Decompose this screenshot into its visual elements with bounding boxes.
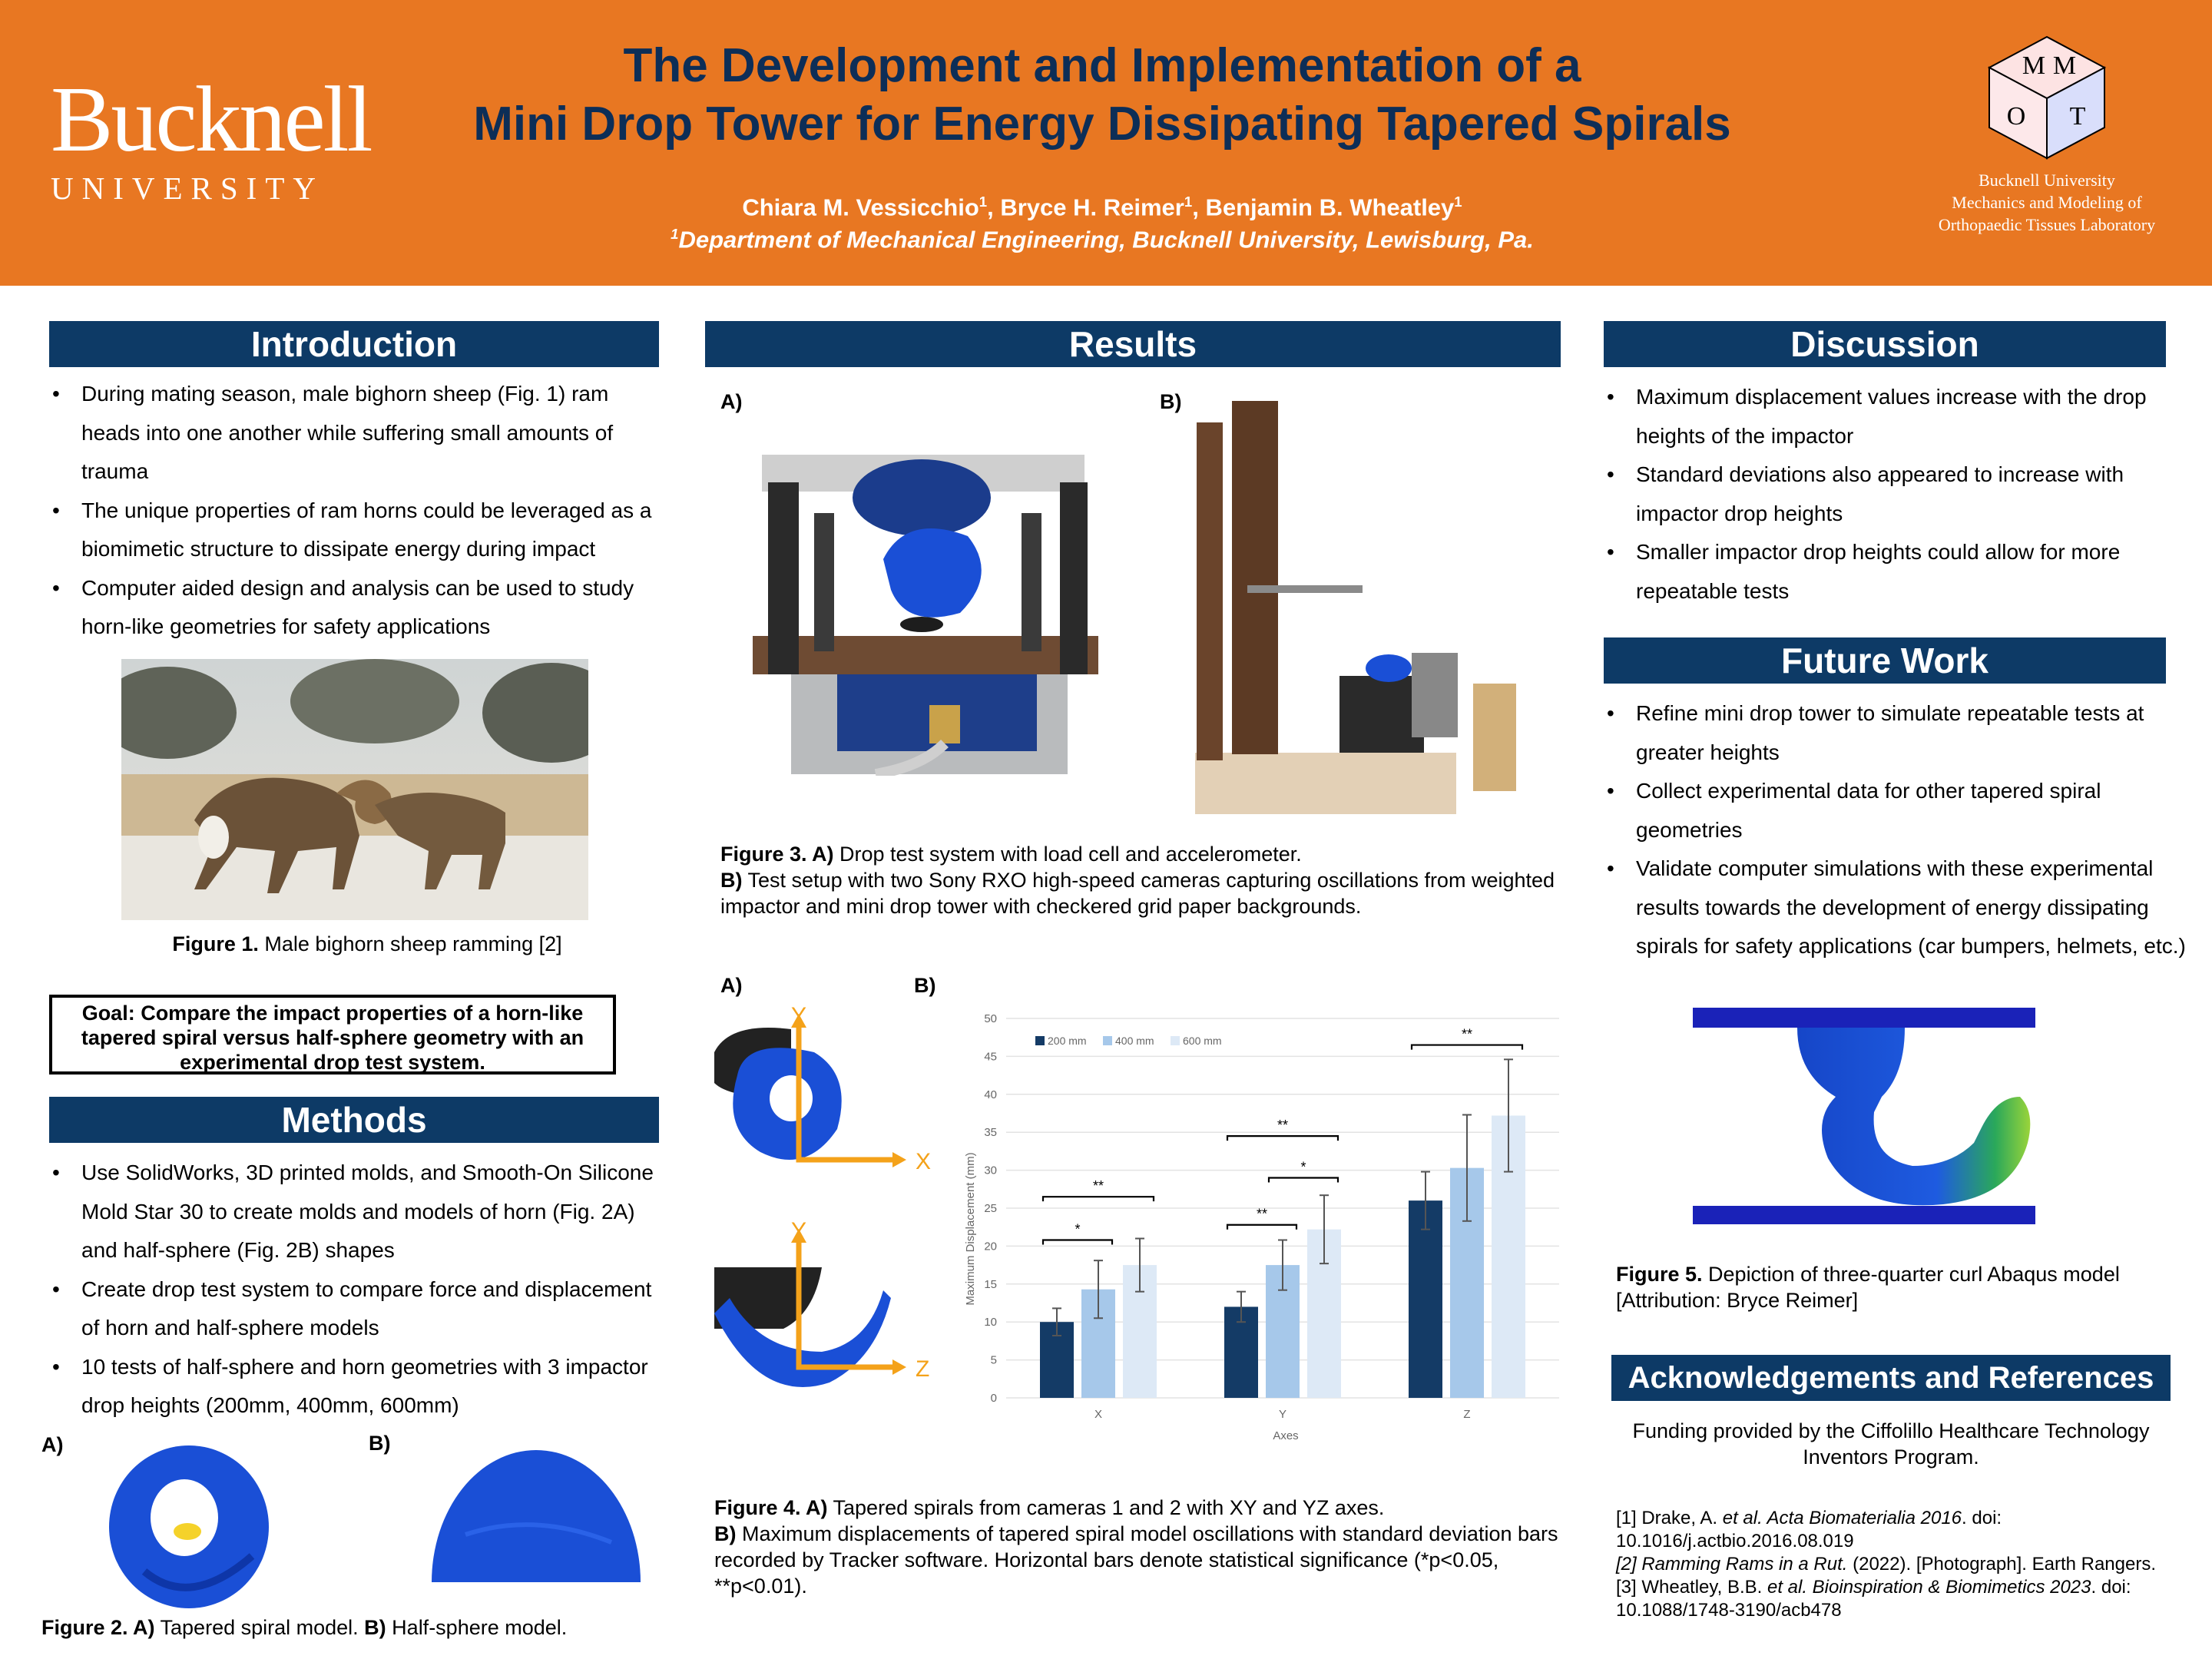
logo-letter-4: T <box>2069 102 2086 131</box>
y-tick-label: 0 <box>990 1392 997 1405</box>
significance-label: ** <box>1277 1118 1289 1134</box>
list-item: • Refine mini drop tower to simulate repeatable tests at greater heights <box>1604 694 2210 772</box>
list-item: • Computer aided design and analysis can be used to study horn-like geometries for safety applications <box>49 569 664 647</box>
acknowledgements-heading: Acknowledgements and References <box>1611 1355 2171 1401</box>
y-tick-label: 50 <box>984 1012 997 1025</box>
x-tick-label: X <box>1094 1408 1103 1421</box>
axis-y2-label: Y <box>790 1218 807 1243</box>
figure-3-caption: Figure 3. A) Drop test system with load cell and accelerometer. B) Test setup with two Sony RXO high-speed cameras capturing oscillations from weighted impactor and mini drop tower with checkered grid paper backgrounds. <box>720 843 1555 918</box>
methods-heading: Methods <box>49 1097 659 1143</box>
legend-label: 400 mm <box>1115 1035 1154 1047</box>
list-item: • Standard deviations also appeared to increase with impactor drop heights <box>1604 455 2195 533</box>
list-item: • Create drop test system to compare force and displacement of horn and half-sphere models <box>49 1270 664 1348</box>
logo-sub: UNIVERSITY <box>51 171 324 206</box>
significance-label: ** <box>1256 1206 1268 1222</box>
list-item: • Maximum displacement values increase with the drop heights of the impactor <box>1604 378 2195 455</box>
y-tick-label: 40 <box>984 1088 997 1101</box>
bighorn-sheep-photo <box>121 659 588 920</box>
legend-label: 600 mm <box>1183 1035 1222 1047</box>
figure-3b-label: B) <box>1160 390 1182 413</box>
figure-4b-label: B) <box>914 974 936 997</box>
list-item: • Use SolidWorks, 3D printed molds, and Smooth-On Silicone Mold Star 30 to create molds and models of horn (Fig. 2A) and half-sphere (Fig. 2B) shapes <box>49 1154 664 1270</box>
methods-bullets <box>49 1154 664 1426</box>
authors: Chiara M. Vessicchio$^1$, Bryce H. Reimer$^1$, Benjamin B. Wheatley$^1$ <box>742 194 1462 221</box>
references <box>1616 1507 2200 1622</box>
tapered-spiral-camera-views <box>714 1006 937 1413</box>
figure-5-caption: Figure 5. Depiction of three-quarter curl Abaqus model [Attribution: Bryce Reimer] <box>1616 1263 2120 1312</box>
y-tick-label: 15 <box>984 1277 997 1291</box>
reference-3: [3] Wheatley, B.B. et al. Bioinspiration & Biomimetics 2023. doi: 10.1088/1748-3190/acb478 <box>1616 1577 2131 1621</box>
title-line-2: Mini Drop Tower for Energy Dissipating Tapered Spirals <box>473 98 1731 151</box>
x-tick-label: Z <box>1463 1408 1471 1421</box>
half-sphere-model-image <box>427 1442 645 1587</box>
displacement-bar-chart <box>945 998 1567 1452</box>
logo-letter-2: M <box>2052 51 2077 80</box>
list-item: • Validate computer simulations with these experimental results towards the development of energy dissipating spirals for safety applications (car bumpers, helmets, etc.) <box>1604 849 2210 966</box>
figure-2-caption: Figure 2. A) Tapered spiral model. B) Half-sphere model. <box>41 1616 568 1639</box>
significance-bar <box>1227 1225 1296 1230</box>
legend-swatch <box>1035 1036 1045 1045</box>
author-1: Chiara M. Vessicchio <box>742 194 979 221</box>
logo-letter-3: O <box>2006 102 2026 131</box>
significance-bar <box>1227 1136 1338 1141</box>
significance-bar <box>1269 1177 1338 1182</box>
title-line-1: The Development and Implementation of a <box>623 39 1581 92</box>
tapered-spiral-model-image <box>98 1433 276 1614</box>
figure-4-caption: Figure 4. A) Tapered spirals from cameras 1 and 2 with XY and YZ axes. B) Maximum displacements of tapered spiral model oscillations with standard deviation bars recorded by Tracker software. Horizontal bars denote statistical significance (*p<0.05, **p<0.01). <box>714 1496 1558 1598</box>
abaqus-model-figure <box>1690 1005 2038 1227</box>
significance-label: * <box>1300 1159 1306 1175</box>
lab-name: Bucknell University Mechanics and Modeling of Orthopaedic Tissues Laboratory <box>1938 171 2156 234</box>
reference-2: [2] Ramming Rams in a Rut. (2022). [Photograph]. Earth Rangers. <box>1616 1554 2157 1575</box>
axis-z-label: Z <box>916 1356 930 1382</box>
chart-legend <box>1035 1035 1222 1047</box>
figure-2b-label: B) <box>369 1432 391 1455</box>
future-work-heading: Future Work <box>1604 637 2166 684</box>
figure-2a-label: A) <box>41 1433 64 1456</box>
figure-3a-label: A) <box>720 390 743 413</box>
list-item: • Smaller impactor drop heights could allow for more repeatable tests <box>1604 533 2195 611</box>
significance-label: * <box>1075 1221 1081 1237</box>
y-tick-labels <box>984 1012 997 1405</box>
significance-bar <box>1412 1045 1522 1050</box>
y-tick-label: 5 <box>990 1353 997 1367</box>
drop-test-system-photo <box>737 452 1121 776</box>
x-tick-labels <box>1094 1408 1471 1421</box>
logo-name: Bucknell <box>51 68 371 171</box>
poster-title <box>338 37 1866 154</box>
introduction-bullets <box>49 375 664 647</box>
logo-letter-1: M <box>2022 51 2046 80</box>
funding-text: Funding provided by the Ciffolillo Healthcare Technology Inventors Program. <box>1632 1419 2150 1469</box>
figure-1-caption: Figure 1. Male bighorn sheep ramming [2] <box>172 932 562 955</box>
author-2: Bryce H. Reimer <box>1000 194 1184 221</box>
x-tick-label: Y <box>1278 1408 1287 1421</box>
list-item: • During mating season, male bighorn sheep (Fig. 1) ram heads into one another while suffering small amounts of trauma <box>49 375 664 492</box>
y-tick-label: 30 <box>984 1164 997 1177</box>
header-banner <box>0 0 2212 286</box>
y-tick-label: 20 <box>984 1240 997 1253</box>
y-tick-label: 35 <box>984 1126 997 1140</box>
future-work-bullets <box>1604 694 2210 966</box>
significance-label: ** <box>1461 1026 1473 1042</box>
discussion-bullets <box>1604 378 2195 611</box>
affiliation: $^1$Department of Mechanical Engineering, Bucknell University, Lewisburg, Pa. <box>671 226 1534 253</box>
axis-x-label: X <box>916 1149 932 1174</box>
significance-bar <box>1043 1240 1112 1244</box>
mini-drop-tower-photo <box>1189 392 1518 822</box>
legend-swatch <box>1171 1036 1180 1045</box>
legend-swatch <box>1103 1036 1112 1045</box>
results-heading: Results <box>705 321 1561 367</box>
list-item: • Collect experimental data for other tapered spiral geometries <box>1604 772 2210 849</box>
y-tick-label: 25 <box>984 1202 997 1215</box>
x-axis-label: Axes <box>1273 1429 1299 1442</box>
axis-y-label: Y <box>790 1006 807 1028</box>
y-tick-label: 45 <box>984 1050 997 1064</box>
y-axis-label: Maximum Displacement (mm) <box>964 1152 977 1306</box>
list-item: • 10 tests of half-sphere and horn geometries with 3 impactor drop heights (200mm, 400mm, 600mm) <box>49 1348 664 1426</box>
author-3: Benjamin B. Wheatley <box>1205 194 1455 221</box>
list-item: • The unique properties of ram horns could be leveraged as a biomimetic structure to dissipate energy during impact <box>49 492 664 569</box>
y-tick-label: 10 <box>984 1316 997 1330</box>
legend-label: 200 mm <box>1048 1035 1087 1047</box>
discussion-heading: Discussion <box>1604 321 2166 367</box>
significance-label: ** <box>1092 1178 1104 1194</box>
reference-1: [1] Drake, A. et al. Acta Biomaterialia 2016. doi: 10.1016/j.actbio.2016.08.019 <box>1616 1508 2002 1551</box>
figure-4a-label: A) <box>720 974 743 997</box>
introduction-heading: Introduction <box>49 321 659 367</box>
significance-bar <box>1043 1197 1154 1201</box>
goal-box: Goal: Compare the impact properties of a horn-like tapered spiral versus half-sphere geometry with an experimental drop test system. <box>49 995 616 1075</box>
mmot-cube-logo <box>1982 31 2112 161</box>
bucknell-logo <box>51 68 371 207</box>
